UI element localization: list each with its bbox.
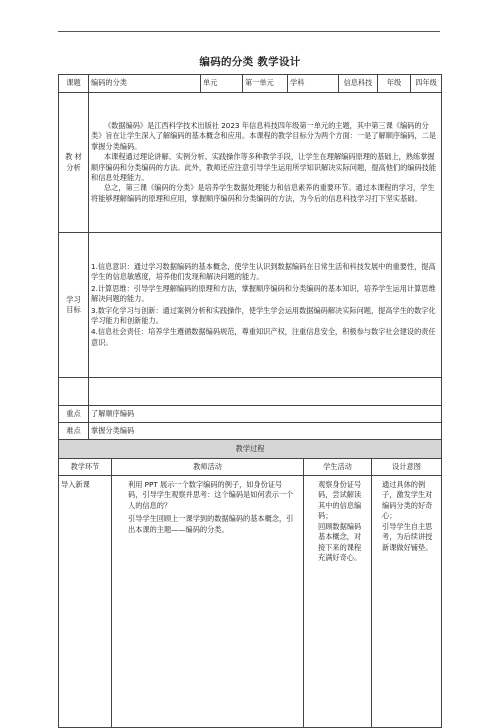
teaching-process-table bbox=[58, 439, 442, 728]
header-rule bbox=[58, 31, 440, 32]
objective-item: 3.数字化学习与创新：通过案例分析和实践操作，使学生学会运用数据编码解决实际问题，提高学生的数字化学习能力和创新能力。 bbox=[91, 305, 436, 325]
objectives-row bbox=[59, 233, 442, 378]
analysis-row bbox=[59, 93, 442, 233]
subject-label: 学科 bbox=[288, 75, 339, 93]
objective-item: 1.信息意识：通过学习数据编码的基本概念，使学生认识到数据编码在日常生活和科技发展中的重要性，提高学生的信息敏感度，培养他们发现和解决问题的能力。 bbox=[91, 261, 436, 282]
unit-label: 单元 bbox=[201, 75, 243, 93]
subject-value: 信息科技 bbox=[339, 75, 378, 93]
key-point-value: 了解顺序编码 bbox=[89, 406, 442, 423]
process-columns bbox=[59, 459, 442, 476]
analysis-label: 教 材 分析 bbox=[59, 93, 89, 233]
key-point-row bbox=[59, 406, 442, 423]
objective-item: 2.计算思维：引导学生理解编码的原理和方法，掌握顺序编码和分类编码的基本知识，培养学生运用计算思维解决问题的能力。 bbox=[91, 283, 436, 304]
grade-value: 四年级 bbox=[411, 75, 442, 93]
course-value: 编码的分类 bbox=[89, 75, 201, 93]
column-teacher: 教师活动 bbox=[112, 459, 304, 476]
objectives-label: 学习 目标 bbox=[59, 233, 89, 378]
course-label: 课题 bbox=[59, 75, 89, 93]
teacher-activity: 利用 PPT 展示一个数字编码的例子，如身份证号码，引导学生观察并思考：这个编码是如何表示一个人的信息的？ 引导学生回顾上一课学到的数据编码的基本概念，引出本课的主题——编码的分类。 bbox=[112, 476, 304, 728]
grade-label: 年级 bbox=[378, 75, 411, 93]
column-stage: 教学环节 bbox=[59, 459, 112, 476]
process-row-intro bbox=[59, 476, 442, 728]
analysis-paragraph: 总之，第三课《编码的分类》是培养学生数据处理能力和信息素养的重要环节。通过本课程的学习，学生将能够理解编码的原理和应用，掌握顺序编码和分类编码的方法，为今后的信息科技学习打下坚实基础。 bbox=[91, 183, 435, 203]
design-intent: 通过具体的例子，激发学生对编码分类的好奇心； 引导学生自主思考，为后续讲授新课做好铺垫。 bbox=[372, 476, 442, 728]
key-point-label: 重点 bbox=[59, 406, 89, 423]
info-row bbox=[59, 75, 442, 93]
unit-value: 第一单元 bbox=[243, 75, 288, 93]
analysis-paragraph: 本课程通过理论讲解、实例分析、实践操作等多种教学手段，让学生在理解编码原理的基础上，熟练掌握顺序编码和分类编码的方法。此外，教师还应注意引导学生运用所学知识解决实际问题，提高他们的编码技能和信息处理能力。 bbox=[91, 152, 437, 182]
analysis-paragraph: 《数据编码》是江西科学技术出版社 2023 年信息科技四年级第一单元的主题，其中第三课《编码的分类》旨在让学生深入了解编码的基本概念和应用。本课程的教学目标分为两个方面：一是了解顺序编码，二是掌握分类编码。 bbox=[91, 120, 437, 151]
column-student: 学生活动 bbox=[304, 459, 372, 476]
student-activity: 观察身份证号码，尝试解读其中的信息编码； 回顾数据编码基本概念，对接下来的课程充满好奇心。 bbox=[304, 476, 372, 728]
process-header: 教学过程 bbox=[59, 440, 442, 459]
stage-name: 导入新课 bbox=[59, 476, 112, 728]
difficulty-label: 难点 bbox=[59, 423, 89, 440]
lesson-info-table bbox=[58, 74, 442, 440]
blank-row bbox=[59, 378, 442, 406]
page-title: 编码的分类 教学设计 bbox=[199, 56, 301, 68]
difficulty-value: 掌握分类编码 bbox=[89, 423, 442, 440]
analysis-content bbox=[89, 93, 442, 233]
objectives-content bbox=[89, 233, 442, 378]
difficulty-row bbox=[59, 423, 442, 440]
column-intent: 设计意图 bbox=[372, 459, 442, 476]
objective-item: 4.信息社会责任：培养学生遵循数据编码规范，尊重知识产权，注重信息安全，积极参与数字社会建设的责任意识。 bbox=[91, 327, 436, 347]
